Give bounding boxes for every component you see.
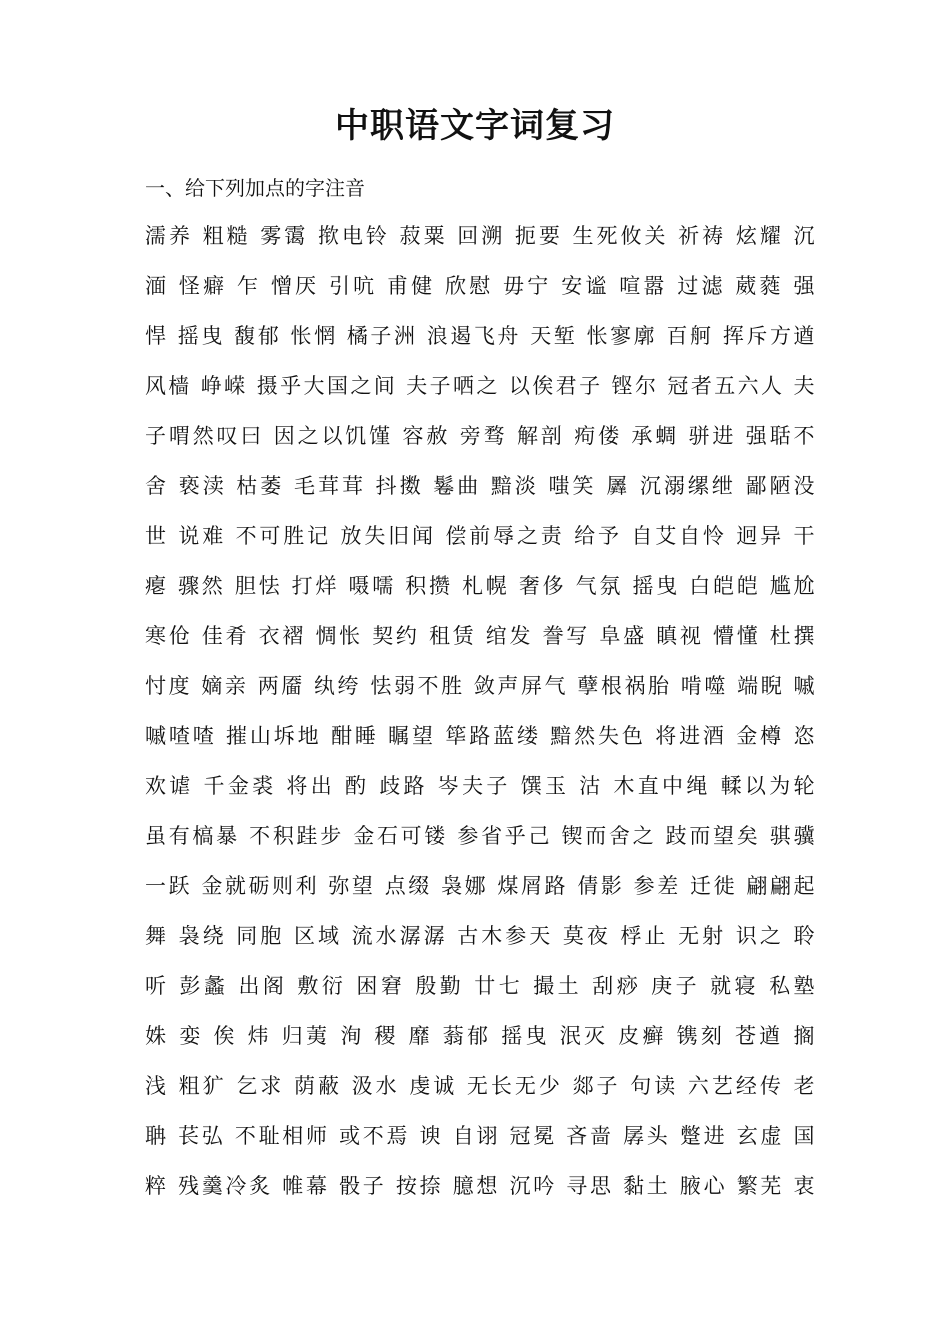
word-line: 寒伧 佳肴 衣褶 惆怅 契约 租赁 绾发 誊写 阜盛 瞋视 懵懂 杜撰 [145, 624, 815, 648]
word-line: 濡养 粗糙 雾霭 揿电铃 菽粟 回溯 扼要 生死攸关 祈祷 炫耀 沉 [145, 224, 815, 248]
section-heading: 一、给下列加点的字注音 [145, 176, 365, 200]
word-line: 悍 摇曳 馥郁 怅惘 橘子洲 浪遏飞舟 天堑 怅寥廓 百舸 挥斥方遒 [145, 324, 815, 348]
word-line: 听 彭蠡 出阁 敷衍 困窘 殷勤 廿七 撮土 刮痧 庚子 就寝 私塾 [145, 974, 815, 998]
word-line: 湎 怪癖 乍 憎厌 引吭 甫健 欣慰 毋宁 安谧 喧嚣 过滤 葳蕤 强 [145, 274, 815, 298]
word-line: 浅 粗犷 乞求 荫蔽 汲水 虔诚 无长无少 郯子 句读 六艺经传 老 [145, 1074, 815, 1098]
word-list [145, 216, 815, 1216]
word-line: 一跃 金就砺则利 弥望 点缀 袅娜 煤屑路 倩影 参差 迁徙 翩翩起 [145, 874, 815, 898]
document-title: 中职语文字词复习 [335, 106, 615, 146]
word-line: 虽有槁暴 不积跬步 金石可镂 参省乎己 锲而舍之 跂而望矣 骐骥 [145, 824, 815, 848]
word-line: 世 说难 不可胜记 放失旧闻 偿前辱之责 给予 自艾自怜 迥异 干 [145, 524, 815, 548]
word-line: 忖度 嫡亲 两靥 纨绔 怯弱不胜 敛声屏气 孽根祸胎 啃噬 端睨 嘁 [145, 674, 815, 698]
word-line: 风樯 峥嵘 摄乎大国之间 夫子哂之 以俟君子 铿尔 冠者五六人 夫 [145, 374, 815, 398]
word-line: 瘪 骤然 胆怯 打烊 嗫嚅 积攒 札幌 奢侈 气氛 摇曳 白皑皑 尴尬 [145, 574, 815, 598]
word-line: 姝 娈 俟 炜 归荑 洵 稷 靡 蓊郁 摇曳 泯灭 皮癣 镌刻 苍遒 搁 [145, 1024, 815, 1048]
word-line: 欢谑 千金裘 将出 酌 歧路 岑夫子 馔玉 沽 木直中绳 輮以为轮 [145, 774, 815, 798]
word-line: 子喟然叹曰 因之以饥馑 容赦 旁骛 解剖 痀偻 承蜩 骈进 强聒不 [145, 424, 815, 448]
word-line: 舍 亵渎 枯萎 毛茸茸 抖擞 鬈曲 黯淡 嗤笑 羼 沉溺缧绁 鄙陋没 [145, 474, 815, 498]
word-line: 舞 袅绕 同胞 区域 流水潺潺 古木参天 莫夜 桴止 无射 识之 聆 [145, 924, 815, 948]
word-line: 嘁喳喳 摧山坼地 酣睡 瞩望 筚路蓝缕 黯然失色 将进酒 金樽 恣 [145, 724, 815, 748]
word-line: 聃 苌弘 不耻相师 或不焉 谀 自诩 冠冕 吝啬 孱头 蹩进 玄虚 国 [145, 1124, 815, 1148]
word-line: 粹 残羹冷炙 帷幕 骰子 按捺 臆想 沉吟 寻思 黏土 腋心 繁芜 衷 [145, 1174, 815, 1198]
